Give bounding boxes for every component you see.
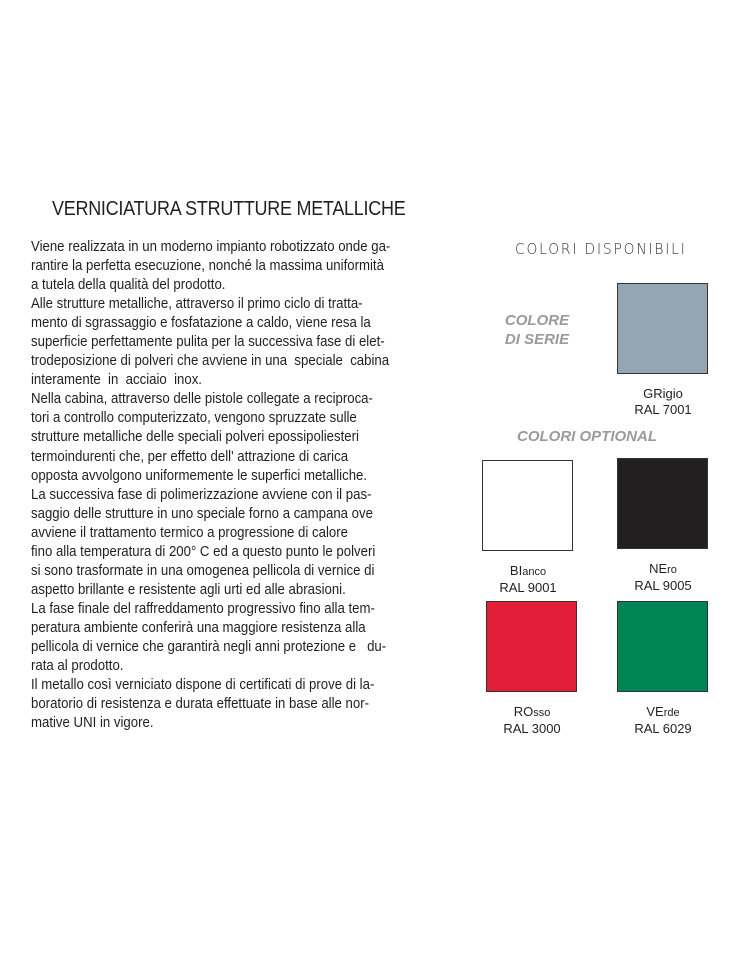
body-line: Alle strutture metalliche, attraverso il primo ciclo di tratta-	[31, 295, 363, 313]
swatch-name: GRigio	[643, 386, 683, 401]
caption-verde	[603, 704, 723, 737]
body-text	[31, 237, 445, 732]
standard-color-label	[498, 311, 576, 349]
swatch-rosso	[486, 601, 577, 692]
swatch-ral: RAL 6029	[634, 721, 692, 736]
colors-heading: COLORI DISPONIBILI	[515, 240, 687, 258]
caption-nero	[603, 561, 723, 594]
swatch-grigio	[617, 283, 708, 374]
body-line: superficie perfettamente pulita per la successiva fase di elet-	[31, 333, 385, 351]
body-line: La fase finale del raffreddamento progressivo fino alla tem-	[31, 599, 375, 617]
swatch-ral: RAL 3000	[503, 721, 561, 736]
swatch-name: ROsso	[513, 704, 551, 719]
caption-grigio	[603, 386, 723, 418]
body-line: tori a controllo computerizzato, vengono spruzzate sulle	[31, 409, 357, 427]
standard-color-label-line1: COLORE	[504, 312, 570, 329]
body-line: strutture metalliche delle speciali polveri epossipoliesteri	[31, 428, 359, 446]
body-line: pellicola di vernice che garantirà negli anni protezione e du-	[31, 637, 387, 655]
body-line: Viene realizzata in un moderno impianto robotizzato onde ga-	[31, 238, 391, 255]
body-line: rata al prodotto.	[31, 657, 124, 675]
swatch-bianco	[482, 460, 573, 551]
body-line: aspetto brillante e resistente agli urti ed alle abrasioni.	[31, 580, 346, 598]
swatch-verde	[617, 601, 708, 692]
body-line: rantire la perfetta esecuzione, nonché la massima uniformità	[31, 257, 384, 275]
body-line: mento di sgrassaggio e fosfatazione a caldo, viene resa la	[31, 314, 371, 332]
swatch-name: NEro	[649, 561, 677, 576]
body-line: trodeposizione di polveri che avviene in una speciale cabina	[31, 352, 390, 370]
body-line: si sono trasformate in una omogenea pellicola di vernice di	[31, 561, 375, 579]
body-line: saggio delle strutture in uno speciale forno a campana ove	[31, 504, 373, 522]
body-line: fino alla temperatura di 200° C ed a questo punto le polveri	[31, 542, 376, 560]
swatch-ral: RAL 7001	[634, 402, 692, 417]
body-line: peratura ambiente conferirà una maggiore resistenza alla	[31, 618, 366, 636]
body-line: La successiva fase di polimerizzazione avviene con il pas-	[31, 485, 372, 503]
body-line: mative UNI in vigore.	[31, 714, 154, 732]
caption-bianco	[468, 563, 588, 596]
optional-colors-label: COLORI OPTIONAL	[517, 428, 657, 445]
body-line: interamente in acciaio inox.	[31, 371, 202, 389]
swatch-ral: RAL 9001	[499, 580, 557, 595]
body-line: boratorio di resistenza e durata effettuate in base alle nor-	[31, 695, 370, 713]
body-line: a tutela della qualità del prodotto.	[31, 276, 226, 294]
swatch-nero	[617, 458, 708, 549]
swatch-ral: RAL 9005	[634, 578, 692, 593]
swatch-name: VErde	[646, 704, 680, 719]
body-line: opposta avvolgono uniformemente le superfici metalliche.	[31, 466, 368, 484]
body-line: avviene il trattamento termico a progressione di calore	[31, 523, 348, 541]
standard-color-label-line2: DI SERIE	[504, 331, 570, 348]
body-line: termoindurenti che, per effetto dell' attrazione di carica	[31, 447, 349, 465]
body-line: Nella cabina, attraverso delle pistole collegate a reciproca-	[31, 390, 373, 408]
caption-rosso	[472, 704, 592, 737]
page-title: VERNICIATURA STRUTTURE METALLICHE	[52, 198, 406, 220]
body-line: Il metallo così verniciato dispone di certificati di prove di la-	[31, 676, 375, 694]
swatch-name: BIanco	[509, 563, 547, 578]
